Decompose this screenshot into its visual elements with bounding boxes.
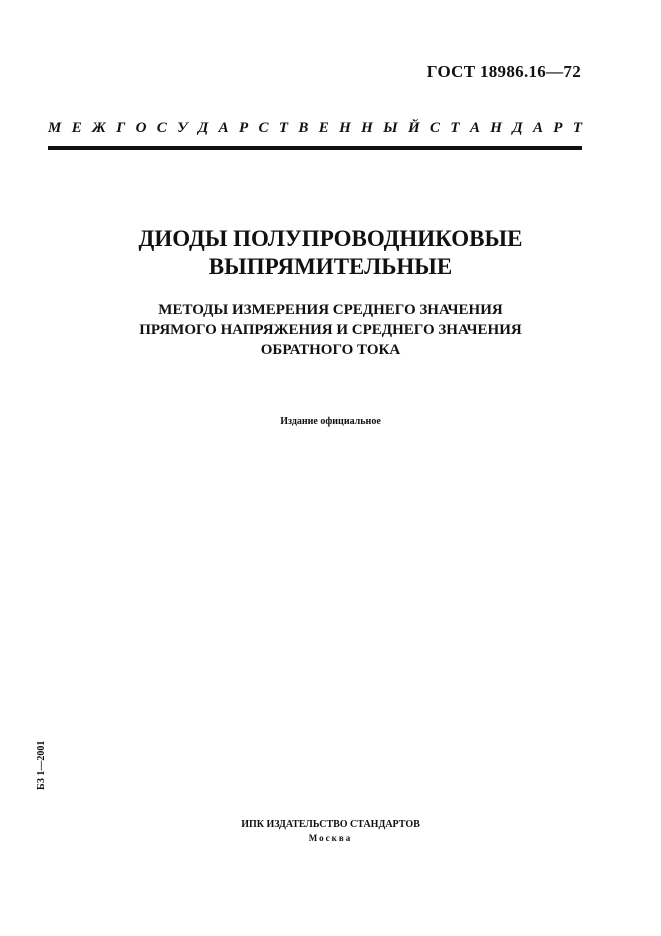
side-code: БЗ 1—2001 [36,740,47,790]
edition-label: Издание официальное [280,416,381,427]
publisher-name: ИПК ИЗДАТЕЛЬСТВО СТАНДАРТОВ [241,819,420,830]
title-line-1: ДИОДЫ ПОЛУПРОВОДНИКОВЫЕ [138,226,523,251]
header-rule [48,146,582,150]
title-line-2: ВЫПРЯМИТЕЛЬНЫЕ [208,254,453,279]
document-subtitle [0,300,661,360]
publisher-city: Москва [308,833,353,843]
subtitle-line-1: МЕТОДЫ ИЗМЕРЕНИЯ СРЕДНЕГО ЗНАЧЕНИЯ [158,302,503,318]
document-number: ГОСТ 18986.16—72 [426,62,581,81]
document-title [0,225,661,281]
subtitle-line-3: ОБРАТНОГО ТОКА [260,342,401,358]
standard-type-heading: М Е Ж Г О С У Д А Р С Т В Е Н Н Ы Й С Т А Н Д А Р Т [48,120,582,136]
subtitle-line-2: ПРЯМОГО НАПРЯЖЕНИЯ И СРЕДНЕГО ЗНАЧЕНИЯ [139,322,522,338]
